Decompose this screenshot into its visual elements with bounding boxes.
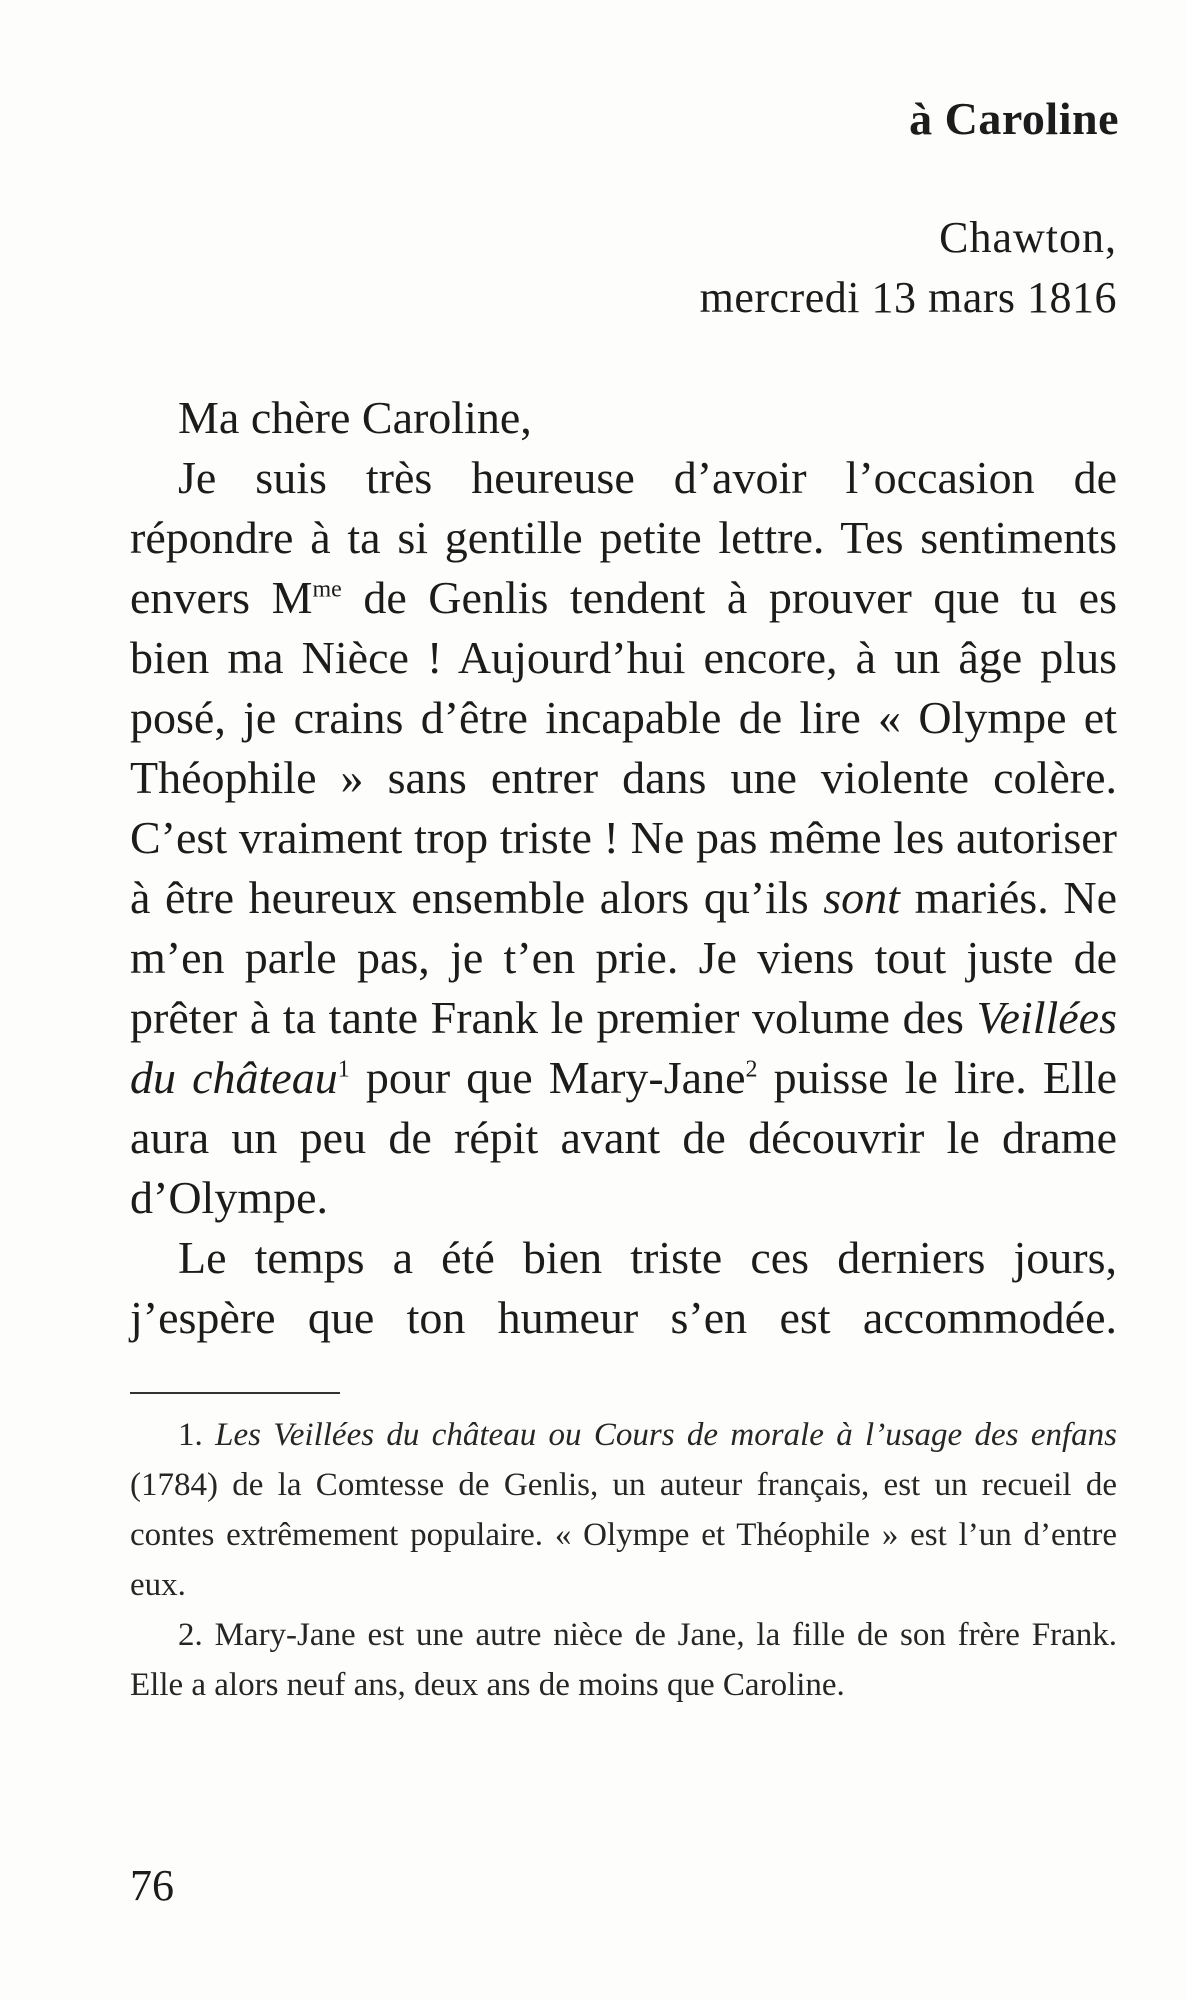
page-number: 76 (130, 1861, 174, 1910)
letter-date: mercredi 13 mars 1816 (699, 273, 1117, 322)
p1-text-c: mariés. Ne m’en parle pas, je t’en prie. Je viens tout juste de prêter à ta tante Frank le premier volume des (130, 872, 1117, 1043)
footnote-1-title: Les Veillées du château ou Cours de morale à l’usage des enfans (215, 1417, 1118, 1453)
footnotes (130, 1410, 1117, 1710)
letter-body (130, 388, 1117, 1348)
letter-place: Chawton, (939, 213, 1117, 262)
p1-text-d: pour que Mary-Jane (349, 1052, 746, 1103)
letter-paragraph-1 (130, 448, 1117, 1228)
footnote-1-text: (1784) de la Comtesse de Genlis, un auteur français, est un recueil de contes extrêmement populaire. « Olympe et Théophile » est l’un d’entre eux. (130, 1467, 1117, 1603)
p1-text-a: Je suis très heureuse d’avoir l’occasion de répondre à ta si gentille petite lettre. Tes sentiments envers M (130, 452, 1117, 623)
footnote-2: 2. Mary-Jane est une autre nièce de Jane, la fille de son frère Frank. Elle a alors neuf ans, deux ans de moins que Caroline. (130, 1617, 1117, 1703)
p1-italic-sont: sont (823, 872, 900, 923)
footnote-1-number: 1. (178, 1417, 216, 1453)
footnote-ref-2[interactable]: 2 (745, 1056, 758, 1083)
footnote-divider (130, 1392, 340, 1394)
mme-superscript: me (312, 576, 342, 603)
p1-book-title: Veillées du château (130, 992, 1117, 1103)
running-header: à Caroline (909, 93, 1119, 144)
p1-text-e: puisse le lire. Elle aura un peu de répit avant de découvrir le drame d’Olympe. (130, 1052, 1117, 1223)
footnote-1 (130, 1410, 1117, 1610)
p1-text-b: de Genlis tendent à prouver que tu es bien ma Nièce ! Aujourd’hui encore, à un âge plus posé, je crains d’être incapable de lire « Olympe et Théophile » sans entrer dans une violente colère. C’est vraiment trop triste ! Ne pas même les autoriser à être heureux ensemble alors qu’ils (130, 572, 1117, 923)
footnote-ref-1[interactable]: 1 (337, 1056, 350, 1083)
letter-salutation: Ma chère Caroline, (178, 392, 532, 443)
letter-paragraph-2: Le temps a été bien triste ces derniers jours, j’espère que ton humeur s’en est accommodée. (130, 1232, 1117, 1343)
